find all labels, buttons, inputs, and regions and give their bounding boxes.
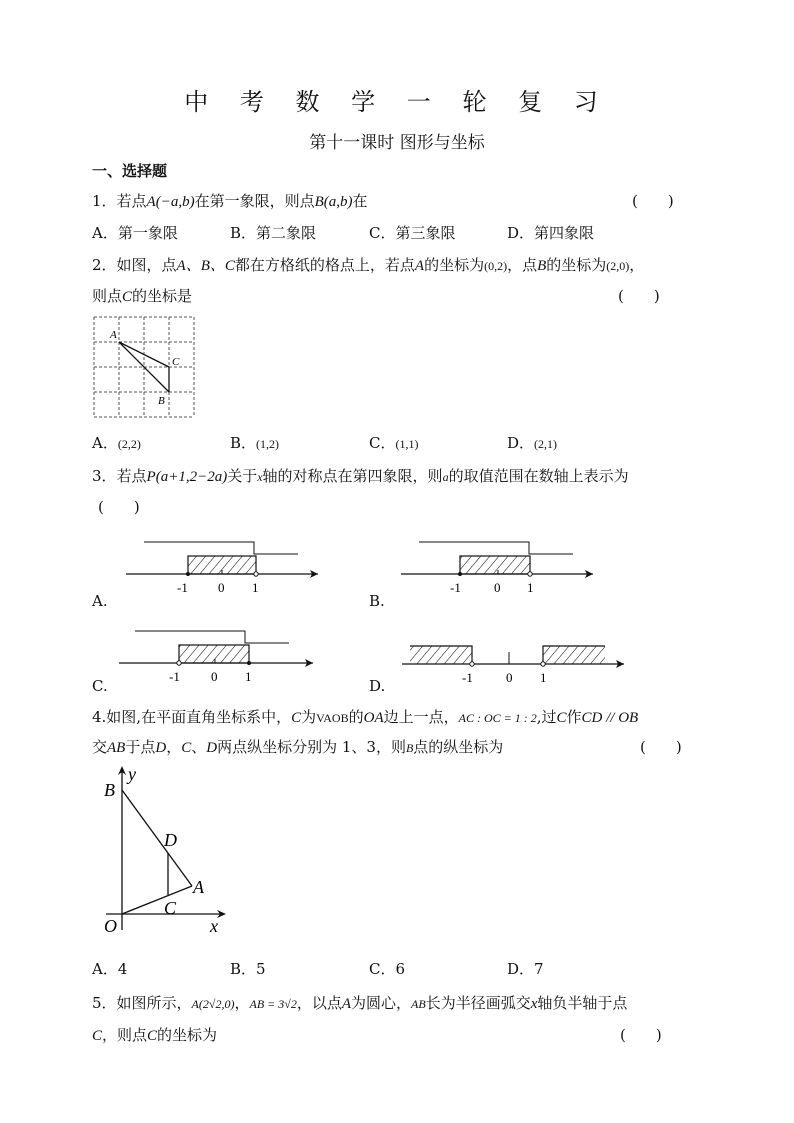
question-2-stem-line2: 则点C的坐标是 (92, 287, 193, 305)
question-4-option-b: B．5 (230, 960, 266, 978)
question-4-stem-line1: 4.如图,在平面直角坐标系中，C为VAOB的OA边上一点，AC : OC = 1 : 2,过C作CD // OB (92, 708, 639, 726)
question-5-answer-blank: ( ) (620, 1026, 662, 1044)
point-label-d: D (164, 830, 177, 850)
question-1-option-c: C．第三象限 (369, 224, 456, 242)
tick-label: -1 (462, 670, 473, 685)
number-line-option-b (395, 538, 605, 598)
question-1-answer-blank: ( ) (632, 192, 674, 210)
tick-label: 0 (211, 669, 218, 684)
question-5-stem-line1: 5．如图所示，A(2√2,0)，AB = 3√2，以点A为圆心，AB长为半径画弧交x轴负半轴于点 (92, 994, 628, 1012)
question-3-stem: 3．若点P(a+1,2−2a)关于x轴的对称点在第四象限，则a的取值范围在数轴上表示为 (92, 467, 629, 485)
origin-label-o: O (104, 916, 117, 936)
page-subtitle: 第十一课时 图形与坐标 (309, 133, 485, 153)
tick-label: 1 (252, 580, 259, 595)
tick-label: 1 (540, 670, 547, 685)
question-4-coordinate-figure (96, 760, 236, 938)
question-2-option-c: C．(1,1) (369, 434, 419, 452)
question-4-option-c: C．6 (369, 960, 406, 978)
axis-label-x: x (210, 916, 218, 936)
question-3-option-a-label: A. (92, 592, 108, 610)
tick-label: 1 (245, 669, 252, 684)
question-4-option-a: A．4 (92, 960, 128, 978)
number-line-option-c (115, 625, 325, 685)
question-2-answer-blank: ( ) (618, 287, 660, 305)
section-heading: 一、选择题 (92, 162, 168, 180)
question-2-grid-figure (90, 314, 200, 420)
question-2-stem-line1: 2．如图，点A、B、C都在方格纸的格点上，若点A的坐标为(0,2)，点B的坐标为(2,0)， (92, 256, 645, 274)
question-4-stem-line2: 交AB于点D，C、D两点纵坐标分别为 1、3，则B点的纵坐标为 (92, 738, 504, 756)
point-label-b: B (104, 780, 115, 800)
point-label-a: A (193, 877, 204, 897)
question-4-answer-blank: ( ) (640, 738, 682, 756)
question-5-stem-line2: C，则点C的坐标为 (92, 1026, 218, 1044)
question-2-option-b: B．(1,2) (230, 434, 280, 452)
question-2-option-a: A．(2,2) (92, 434, 141, 452)
point-label-c: C (164, 898, 177, 918)
tick-label: 0 (506, 670, 513, 685)
question-1-option-b: B．第二象限 (230, 224, 317, 242)
question-3-option-d-label: D. (369, 677, 386, 695)
tick-label: 1 (527, 580, 534, 595)
point-label-a: A (110, 329, 117, 341)
page-title: 中 考 数 学 一 轮 复 习 (184, 88, 610, 116)
number-line-option-d (400, 640, 632, 688)
tick-label: 0 (494, 580, 501, 595)
tick-label: 0 (218, 580, 225, 595)
tick-label: -1 (169, 669, 180, 684)
tick-label: -1 (177, 580, 188, 595)
question-2-option-d: D．(2,1) (507, 434, 558, 452)
point-label-c: C (172, 356, 180, 368)
triangle-aob (122, 790, 192, 914)
point-label-b: B (158, 395, 165, 407)
question-1-option-a: A．第一象限 (92, 224, 178, 242)
number-line-option-a (120, 538, 330, 598)
question-3-option-c-label: C. (92, 677, 108, 695)
question-3-option-b-label: B. (369, 592, 385, 610)
question-1-stem: 1．若点A(−a,b)在第一象限，则点B(a,b)在 (92, 192, 368, 210)
question-4-option-d: D．7 (507, 960, 544, 978)
question-3-answer-blank: ( ) (98, 498, 140, 516)
axis-label-y: y (128, 764, 136, 784)
tick-label: -1 (450, 580, 461, 595)
question-1-option-d: D．第四象限 (507, 224, 595, 242)
